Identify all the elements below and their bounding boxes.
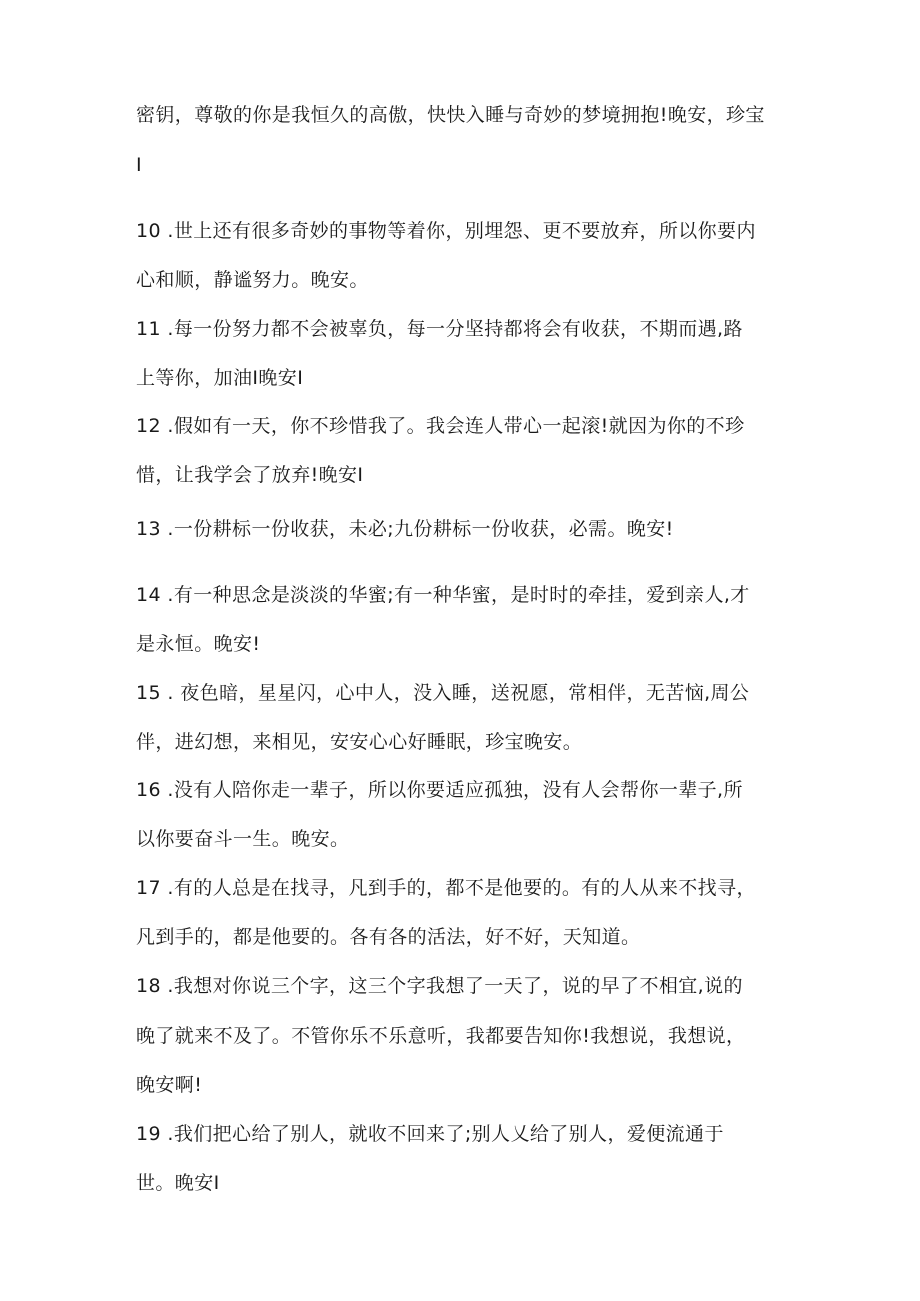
text-line: 伴，进幻想，来相见，安安心心好睡眠，珍宝晚安。: [136, 731, 583, 753]
text-line: I: [136, 154, 143, 176]
text-line: 是永恒。晚安!: [136, 633, 261, 655]
text-line: 10 .世上还有很多奇妙的事物等着你，别埋怨、更不要放弃，所以你要内: [136, 220, 756, 242]
text-line: 19 .我们把心给了别人，就收不回来了;别人乂给了别人，爱便流通于: [136, 1123, 724, 1145]
text-line: 世。晚安I: [136, 1172, 220, 1194]
text-line: 12 .假如有一天，你不珍惜我了。我会连人带心一起滚!就因为你的不珍: [136, 415, 745, 437]
text-line: 11 .每一份努力都不会被辜负，每一分坚持都将会有收获，不期而遇,路: [136, 318, 743, 340]
text-line: 以你要奋斗一生。晚安。: [136, 828, 350, 850]
text-line: 晚安啊!: [136, 1074, 203, 1096]
text-line: 上等你，加油I晚安I: [136, 367, 304, 389]
text-line: 18 .我想对你说三个字，这三个字我想了一天了，说的早了不相宜,说的: [136, 975, 743, 997]
text-line: 惜，让我学会了放弃!晚安I: [136, 464, 364, 486]
text-line: 16 .没有人陪你走一辈子，所以你要适应孤独，没有人会帮你一辈子,所: [136, 779, 743, 801]
text-line: 14 .有一种思念是淡淡的华蜜;有一种华蜜，是时时的牵挂，爱到亲人,才: [136, 584, 750, 606]
text-line: 15 . 夜色暗，星星闪，心中人，没入睡，送祝愿，常相伴，无苦恼,周公: [136, 682, 750, 704]
text-line: 凡到手的，都是他要的。各有各的活法，好不好，天知道。: [136, 926, 641, 948]
text-line: 13 .一份耕标一份收获，未必;九份耕标一份收获，必需。晚安!: [136, 518, 674, 540]
text-line: 晚了就来不及了。不管你乐不乐意听，我都要告知你!我想说，我想说，: [136, 1025, 746, 1047]
text-line: 心和顺，静谧努力。晚安。: [136, 269, 369, 291]
text-line: 密钥，尊敬的你是我恒久的高傲，快快入睡与奇妙的梦境拥抱!晚安，珍宝: [136, 104, 765, 126]
text-line: 17 .有的人总是在找寻，凡到手的，都不是他要的。有的人从来不找寻，: [136, 877, 756, 899]
